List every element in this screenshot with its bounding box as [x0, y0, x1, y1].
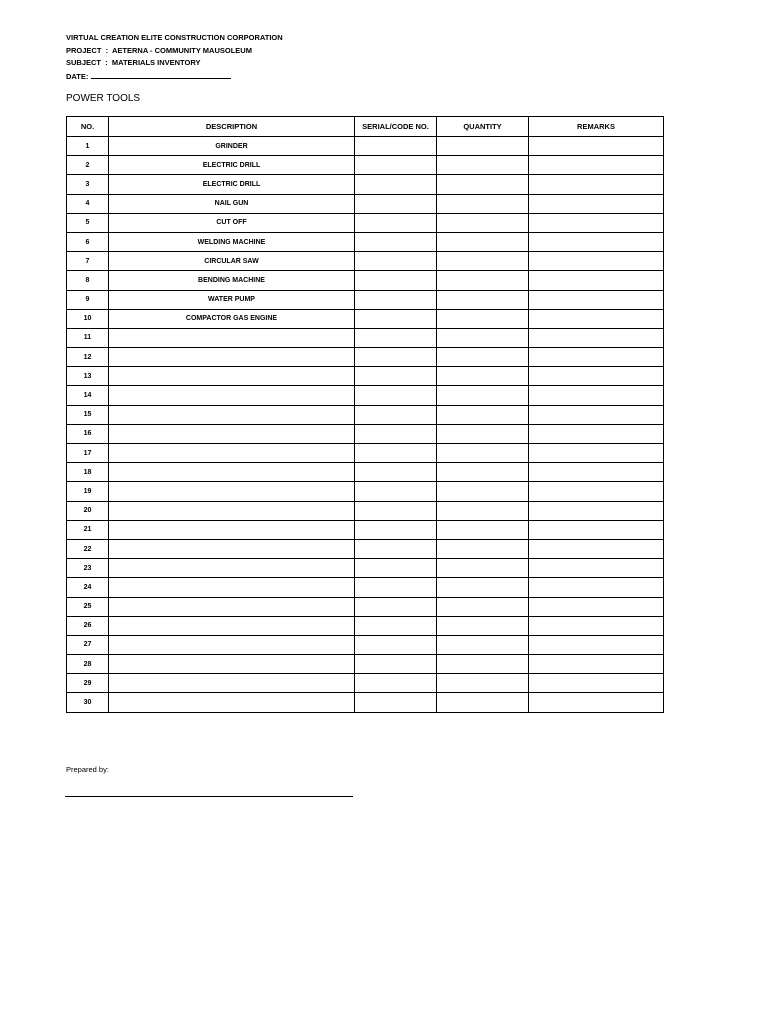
section-title: POWER TOOLS — [66, 93, 141, 104]
table-row — [67, 655, 664, 674]
row-description — [109, 539, 355, 558]
date-line — [66, 70, 283, 84]
table-row — [67, 674, 664, 693]
inventory-table — [66, 116, 664, 713]
company-name: VIRTUAL CREATION ELITE CONSTRUCTION CORPORATION — [66, 33, 283, 42]
row-quantity-cell — [437, 655, 529, 674]
row-number: 5 — [67, 213, 109, 232]
table-row — [67, 175, 664, 194]
document-header — [66, 32, 283, 83]
row-remarks-cell — [529, 463, 664, 482]
row-quantity-cell — [437, 290, 529, 309]
row-serial-cell — [355, 328, 437, 347]
column-header-serial: SERIAL/CODE NO. — [355, 117, 437, 137]
row-serial-cell — [355, 424, 437, 443]
row-number: 6 — [67, 232, 109, 251]
row-serial-cell — [355, 405, 437, 424]
row-quantity-cell — [437, 674, 529, 693]
table-row — [67, 271, 664, 290]
row-quantity-cell — [437, 616, 529, 635]
row-description: WATER PUMP — [109, 290, 355, 309]
table-row — [67, 444, 664, 463]
row-number: 12 — [67, 348, 109, 367]
column-header-remarks: REMARKS — [529, 117, 664, 137]
row-description — [109, 597, 355, 616]
row-quantity-cell — [437, 309, 529, 328]
row-quantity-cell — [437, 156, 529, 175]
row-description: CIRCULAR SAW — [109, 252, 355, 271]
row-serial-cell — [355, 616, 437, 635]
prepared-by-label: Prepared by: — [66, 765, 109, 774]
table-row — [67, 156, 664, 175]
table-row — [67, 252, 664, 271]
date-blank — [91, 70, 231, 79]
row-serial-cell — [355, 559, 437, 578]
row-remarks-cell — [529, 597, 664, 616]
row-quantity-cell — [437, 175, 529, 194]
table-row — [67, 693, 664, 712]
row-quantity-cell — [437, 386, 529, 405]
table-row — [67, 328, 664, 347]
row-number: 21 — [67, 520, 109, 539]
row-quantity-cell — [437, 444, 529, 463]
row-remarks-cell — [529, 501, 664, 520]
row-description — [109, 348, 355, 367]
row-quantity-cell — [437, 137, 529, 156]
row-description: CUT OFF — [109, 213, 355, 232]
row-serial-cell — [355, 693, 437, 712]
row-number: 18 — [67, 463, 109, 482]
table-row — [67, 290, 664, 309]
table-row — [67, 386, 664, 405]
table-row — [67, 309, 664, 328]
table-row — [67, 213, 664, 232]
row-number: 27 — [67, 635, 109, 654]
row-serial-cell — [355, 444, 437, 463]
row-description: BENDING MACHINE — [109, 271, 355, 290]
row-number: 14 — [67, 386, 109, 405]
row-description: WELDING MACHINE — [109, 232, 355, 251]
row-remarks-cell — [529, 328, 664, 347]
row-number: 16 — [67, 424, 109, 443]
row-number: 13 — [67, 367, 109, 386]
row-remarks-cell — [529, 693, 664, 712]
table-row — [67, 137, 664, 156]
row-serial-cell — [355, 348, 437, 367]
row-number: 8 — [67, 271, 109, 290]
row-description — [109, 482, 355, 501]
row-remarks-cell — [529, 444, 664, 463]
row-number: 1 — [67, 137, 109, 156]
row-remarks-cell — [529, 348, 664, 367]
row-number: 9 — [67, 290, 109, 309]
row-serial-cell — [355, 137, 437, 156]
row-description — [109, 616, 355, 635]
table-header-row — [67, 117, 664, 137]
row-remarks-cell — [529, 290, 664, 309]
row-number: 11 — [67, 328, 109, 347]
row-serial-cell — [355, 213, 437, 232]
row-quantity-cell — [437, 501, 529, 520]
row-serial-cell — [355, 463, 437, 482]
row-serial-cell — [355, 635, 437, 654]
row-number: 2 — [67, 156, 109, 175]
row-number: 28 — [67, 655, 109, 674]
table-row — [67, 635, 664, 654]
row-quantity-cell — [437, 520, 529, 539]
row-remarks-cell — [529, 578, 664, 597]
row-serial-cell — [355, 232, 437, 251]
row-description: ELECTRIC DRILL — [109, 175, 355, 194]
row-remarks-cell — [529, 271, 664, 290]
table-row — [67, 348, 664, 367]
row-serial-cell — [355, 194, 437, 213]
row-description — [109, 655, 355, 674]
row-description — [109, 635, 355, 654]
row-number: 7 — [67, 252, 109, 271]
row-description — [109, 328, 355, 347]
row-quantity-cell — [437, 367, 529, 386]
column-header-quantity: QUANTITY — [437, 117, 529, 137]
row-description — [109, 367, 355, 386]
row-quantity-cell — [437, 213, 529, 232]
table-row — [67, 232, 664, 251]
table-row — [67, 405, 664, 424]
row-number: 20 — [67, 501, 109, 520]
row-remarks-cell — [529, 252, 664, 271]
row-serial-cell — [355, 290, 437, 309]
row-number: 30 — [67, 693, 109, 712]
row-serial-cell — [355, 520, 437, 539]
row-remarks-cell — [529, 539, 664, 558]
row-remarks-cell — [529, 559, 664, 578]
row-serial-cell — [355, 655, 437, 674]
table-row — [67, 367, 664, 386]
row-quantity-cell — [437, 559, 529, 578]
row-serial-cell — [355, 309, 437, 328]
row-remarks-cell — [529, 309, 664, 328]
row-remarks-cell — [529, 655, 664, 674]
row-serial-cell — [355, 252, 437, 271]
row-remarks-cell — [529, 137, 664, 156]
row-number: 4 — [67, 194, 109, 213]
row-quantity-cell — [437, 539, 529, 558]
table-row — [67, 194, 664, 213]
row-description: COMPACTOR GAS ENGINE — [109, 309, 355, 328]
row-serial-cell — [355, 597, 437, 616]
row-serial-cell — [355, 271, 437, 290]
row-number: 10 — [67, 309, 109, 328]
table-row — [67, 616, 664, 635]
row-serial-cell — [355, 482, 437, 501]
row-remarks-cell — [529, 386, 664, 405]
row-quantity-cell — [437, 578, 529, 597]
row-serial-cell — [355, 156, 437, 175]
row-description — [109, 386, 355, 405]
row-number: 24 — [67, 578, 109, 597]
date-label: DATE: — [66, 71, 89, 81]
row-number: 23 — [67, 559, 109, 578]
table-row — [67, 520, 664, 539]
row-number: 26 — [67, 616, 109, 635]
signature-line — [65, 796, 353, 797]
row-quantity-cell — [437, 232, 529, 251]
row-quantity-cell — [437, 348, 529, 367]
row-description: NAIL GUN — [109, 194, 355, 213]
row-quantity-cell — [437, 328, 529, 347]
row-quantity-cell — [437, 635, 529, 654]
row-remarks-cell — [529, 635, 664, 654]
row-description — [109, 520, 355, 539]
row-description — [109, 674, 355, 693]
row-quantity-cell — [437, 482, 529, 501]
row-description — [109, 444, 355, 463]
row-remarks-cell — [529, 520, 664, 539]
row-serial-cell — [355, 501, 437, 520]
row-quantity-cell — [437, 252, 529, 271]
row-quantity-cell — [437, 463, 529, 482]
row-quantity-cell — [437, 194, 529, 213]
column-header-no: NO. — [67, 117, 109, 137]
table-row — [67, 501, 664, 520]
row-serial-cell — [355, 175, 437, 194]
row-description — [109, 578, 355, 597]
row-remarks-cell — [529, 232, 664, 251]
table-row — [67, 597, 664, 616]
column-header-description: DESCRIPTION — [109, 117, 355, 137]
row-description — [109, 501, 355, 520]
table-row — [67, 578, 664, 597]
row-remarks-cell — [529, 213, 664, 232]
table-row — [67, 559, 664, 578]
row-description: ELECTRIC DRILL — [109, 156, 355, 175]
row-serial-cell — [355, 367, 437, 386]
row-quantity-cell — [437, 424, 529, 443]
row-quantity-cell — [437, 597, 529, 616]
row-number: 29 — [67, 674, 109, 693]
row-serial-cell — [355, 578, 437, 597]
row-remarks-cell — [529, 616, 664, 635]
row-description — [109, 463, 355, 482]
row-description — [109, 693, 355, 712]
row-serial-cell — [355, 674, 437, 693]
row-serial-cell — [355, 386, 437, 405]
row-description — [109, 405, 355, 424]
row-remarks-cell — [529, 482, 664, 501]
row-description — [109, 559, 355, 578]
row-description: GRINDER — [109, 137, 355, 156]
row-number: 17 — [67, 444, 109, 463]
row-remarks-cell — [529, 405, 664, 424]
row-number: 25 — [67, 597, 109, 616]
table-row — [67, 424, 664, 443]
row-remarks-cell — [529, 367, 664, 386]
table-row — [67, 539, 664, 558]
row-remarks-cell — [529, 175, 664, 194]
row-remarks-cell — [529, 674, 664, 693]
row-number: 19 — [67, 482, 109, 501]
row-number: 22 — [67, 539, 109, 558]
row-remarks-cell — [529, 424, 664, 443]
row-quantity-cell — [437, 405, 529, 424]
row-quantity-cell — [437, 271, 529, 290]
table-row — [67, 463, 664, 482]
row-quantity-cell — [437, 693, 529, 712]
subject-line: SUBJECT : MATERIALS INVENTORY — [66, 58, 201, 67]
row-number: 3 — [67, 175, 109, 194]
row-remarks-cell — [529, 156, 664, 175]
row-remarks-cell — [529, 194, 664, 213]
row-number: 15 — [67, 405, 109, 424]
project-line: PROJECT : AETERNA - COMMUNITY MAUSOLEUM — [66, 45, 252, 55]
row-description — [109, 424, 355, 443]
table-row — [67, 482, 664, 501]
row-serial-cell — [355, 539, 437, 558]
